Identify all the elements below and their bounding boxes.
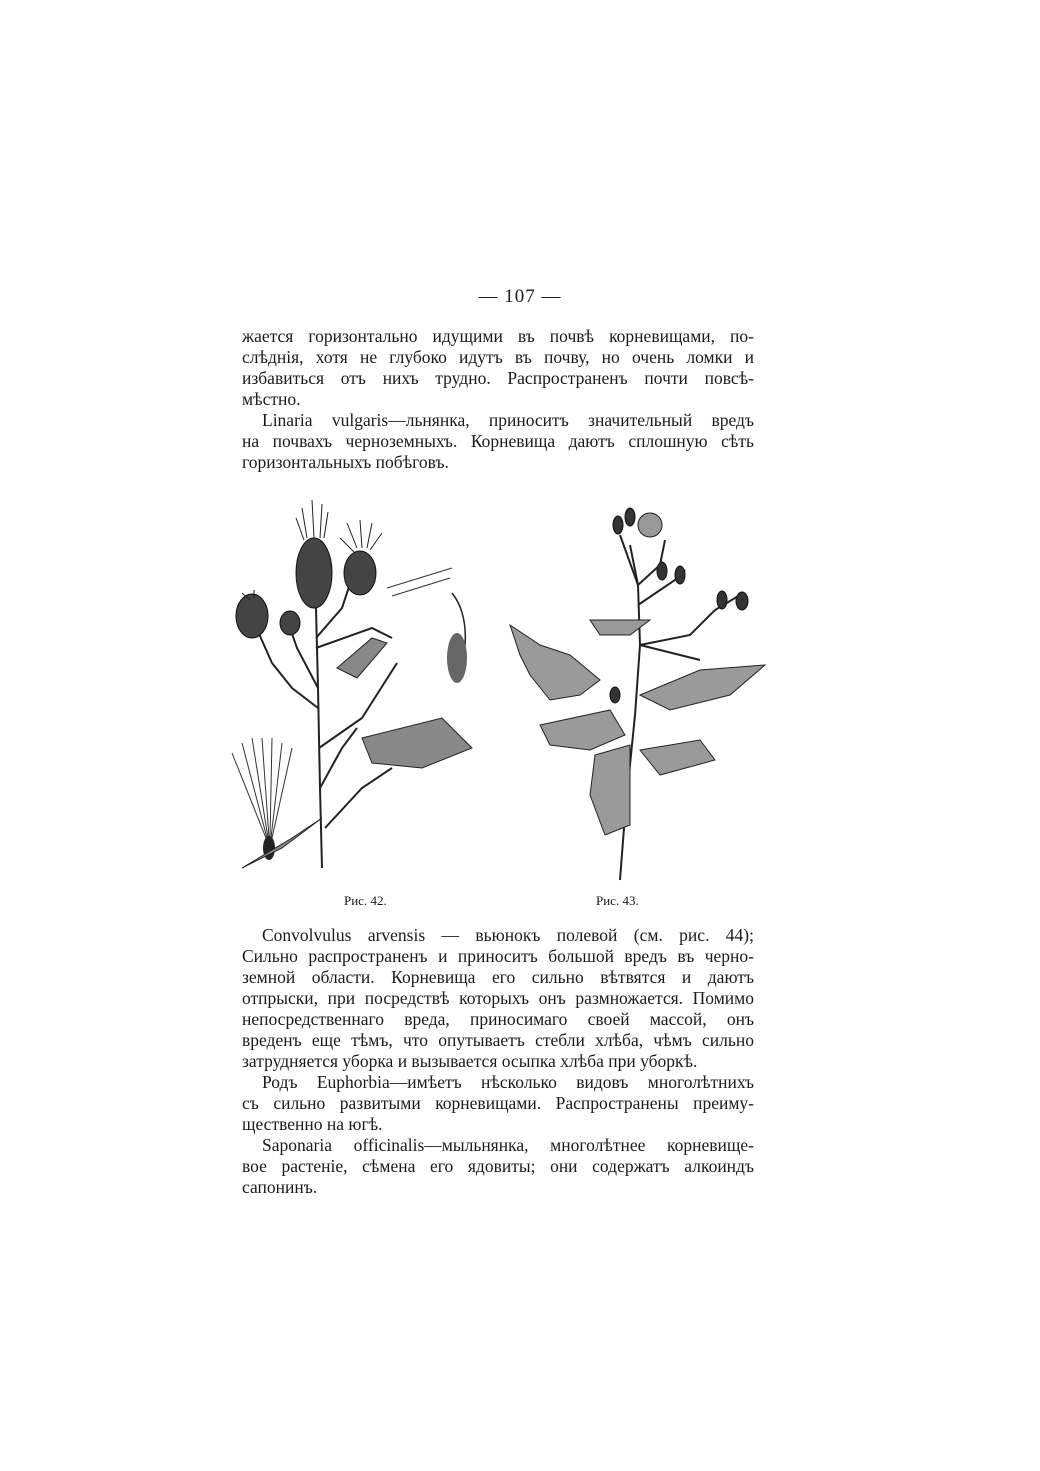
text-line: на почвахъ черноземныхъ. Корневища даютъ сплошную сѣть — [242, 431, 754, 451]
text-line: съ сильно развитыми корневищами. Распространены преиму- — [242, 1093, 754, 1113]
paragraph — [242, 326, 754, 410]
figure-43 — [500, 495, 770, 885]
text-line: щественно на югѣ. — [242, 1114, 383, 1134]
paragraph — [242, 410, 754, 473]
text-line: вреденъ еще тѣмъ, что опутываетъ стебли хлѣба, чѣмъ сильно — [242, 1030, 754, 1050]
page-number: — 107 — — [478, 286, 562, 307]
text-line: избавиться отъ нихъ трудно. Распространенъ почти повсѣ- — [242, 368, 754, 388]
paragraph — [242, 1072, 754, 1135]
text-line: горизонтальныхъ побѣговъ. — [242, 452, 449, 472]
text-line: жается горизонтально идущими въ почвѣ корневищами, по- — [242, 326, 754, 346]
text-line: отпрыски, при посредствѣ которыхъ онъ размножается. Помимо — [242, 988, 754, 1008]
sow-thistle-illustration — [500, 495, 770, 885]
text-line: вое растеніе, сѣмена его ядовиты; они содержатъ алкоиндъ — [242, 1156, 754, 1176]
paragraph — [242, 925, 754, 1072]
text-line: Linaria vulgaris—льнянка, приноситъ значительный вредъ — [262, 410, 754, 430]
text-block-bottom — [242, 925, 754, 1198]
text-line: Saponaria officinalis—мыльнянка, многолѣтнее корневище- — [262, 1135, 754, 1155]
caption-figure-43: Рис. 43. — [596, 893, 639, 908]
text-line: затрудняется уборка и вызывается осыпка хлѣба при уборкѣ. — [242, 1051, 698, 1071]
paragraph — [242, 1135, 754, 1198]
text-line: слѣднія, хотя не глубоко идутъ въ почву, но очень ломки и — [242, 347, 754, 367]
caption-figure-42: Рис. 42. — [344, 893, 387, 908]
text-line: мѣстно. — [242, 389, 301, 409]
text-line: сапонинъ. — [242, 1177, 318, 1197]
text-line: непосредственнаго вреда, приносимаго своей массой, онъ — [242, 1009, 754, 1029]
text-line: Сильно распространенъ и приноситъ большой вредъ въ черно- — [242, 946, 754, 966]
text-block-top — [242, 326, 754, 473]
text-line: земной области. Корневища его сильно вѣтвятся и даютъ — [242, 967, 754, 987]
thistle-illustration — [222, 488, 492, 883]
text-line: Convolvulus arvensis — вьюнокъ полевой (см. рис. 44); — [262, 925, 754, 945]
figure-42 — [222, 488, 492, 883]
text-line: Родъ Euphorbia—имѣетъ нѣсколько видовъ многолѣтнихъ — [262, 1072, 754, 1092]
